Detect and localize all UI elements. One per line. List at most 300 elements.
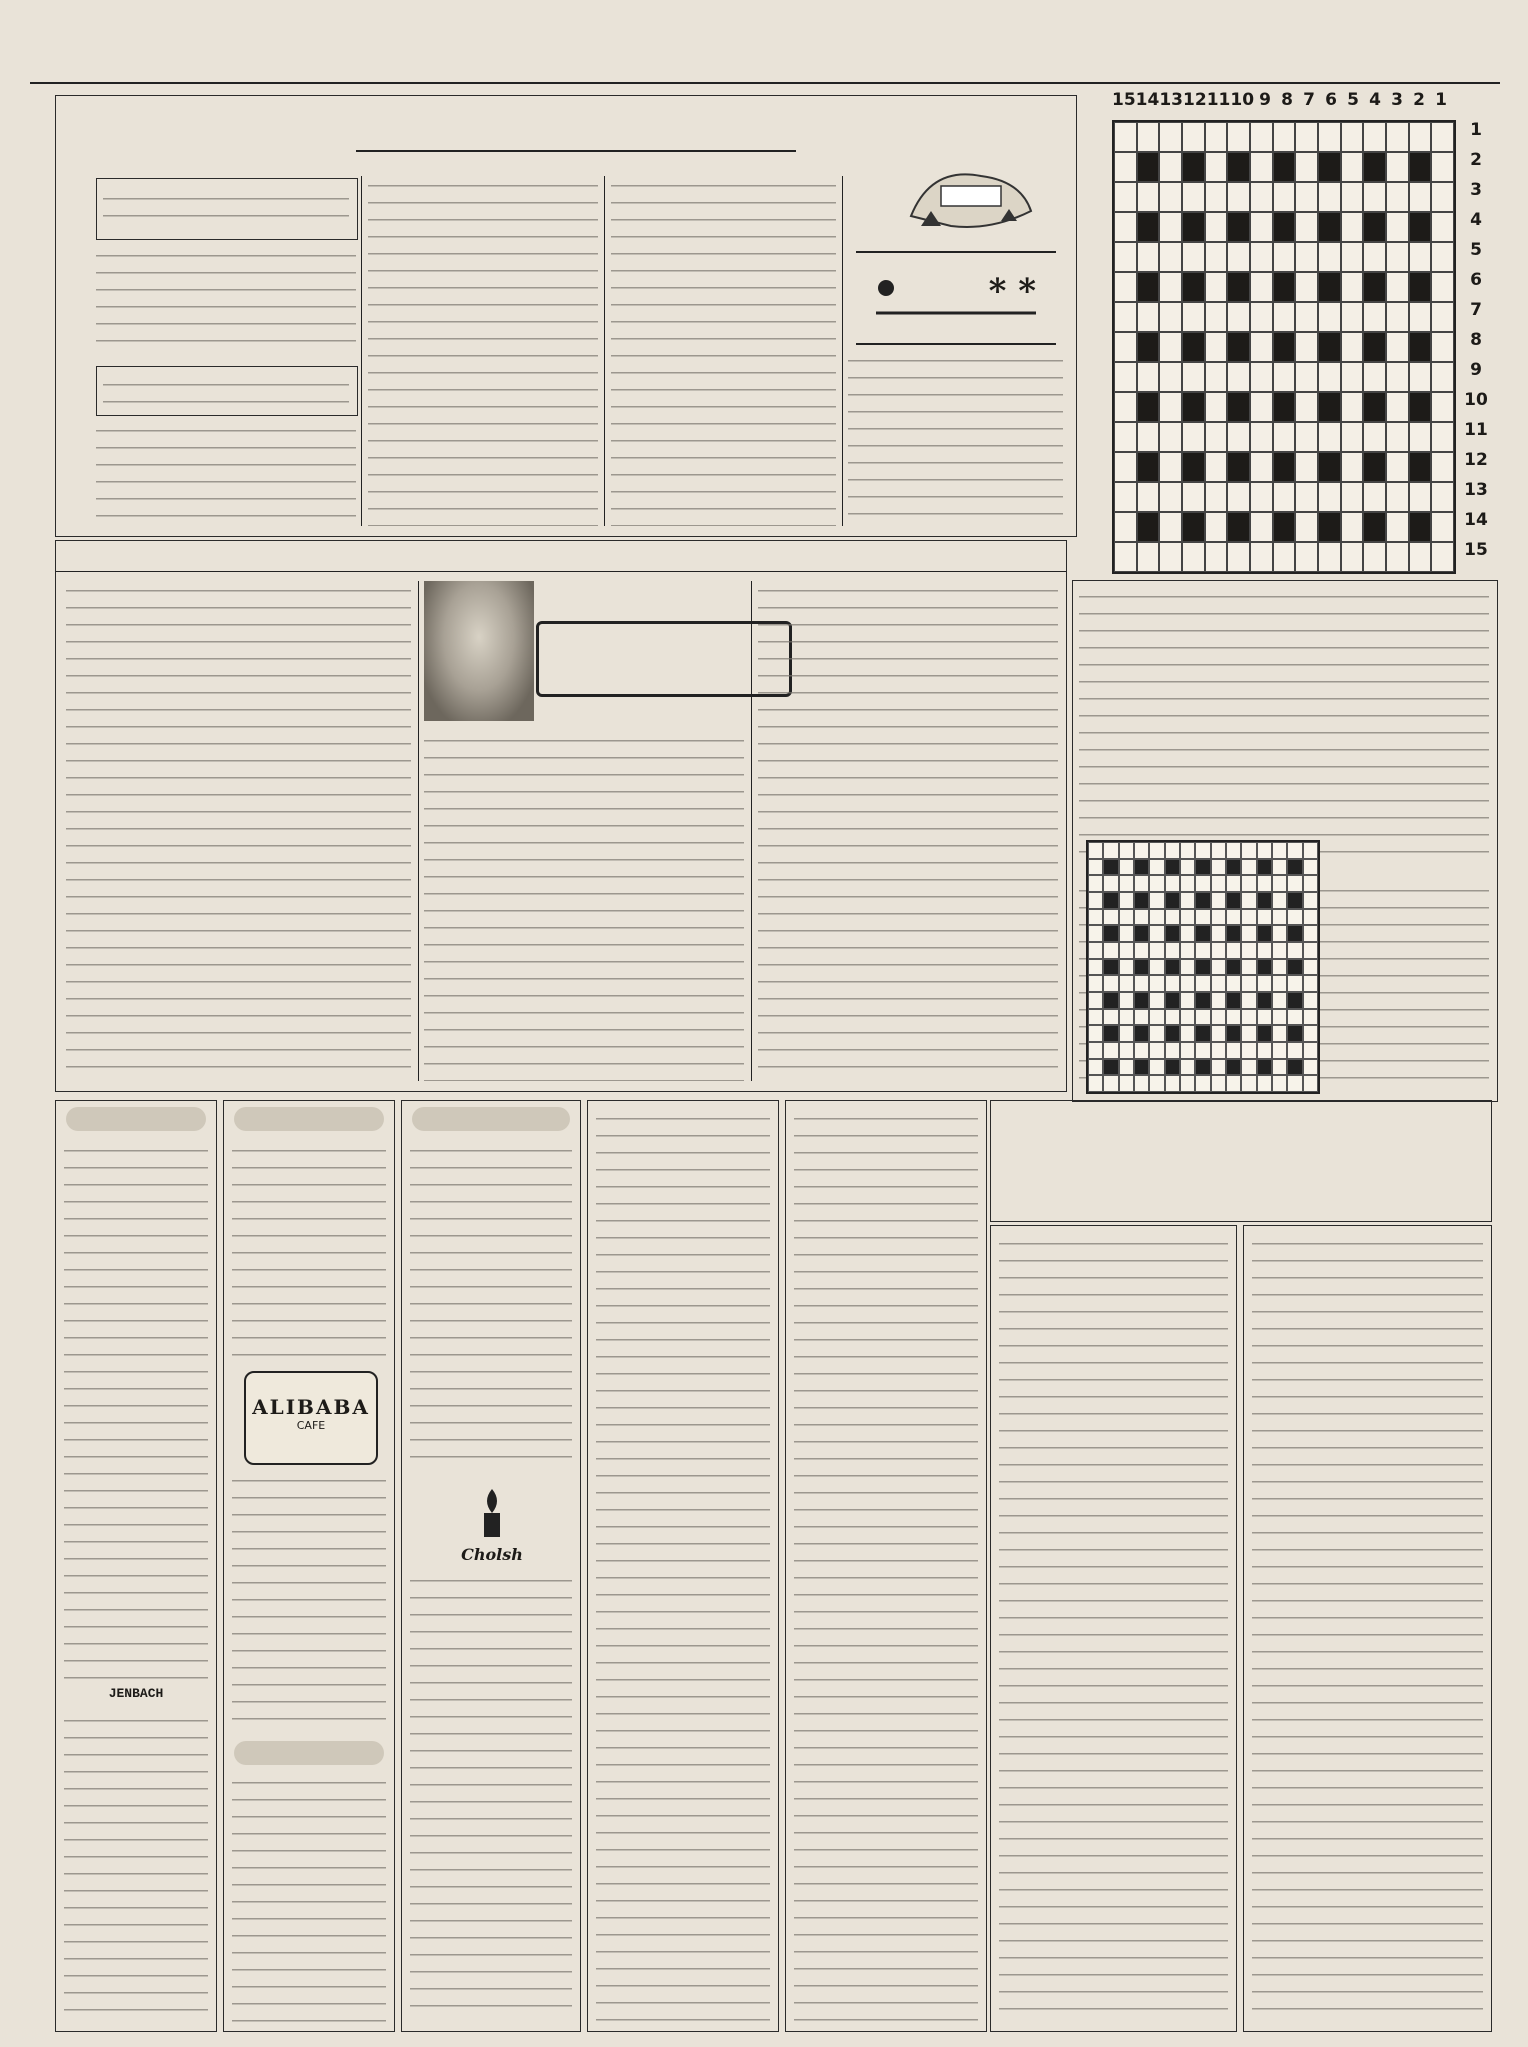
crossword-cell (1205, 122, 1228, 152)
solution-cell (1211, 925, 1226, 942)
solution-cell (1134, 859, 1149, 876)
logo-text: ALIBABA (252, 1395, 370, 1419)
row-number: 9 (1470, 360, 1482, 380)
row-number: 5 (1470, 240, 1482, 260)
crossword-cell (1205, 332, 1228, 362)
solution-cell (1103, 992, 1118, 1009)
ad-column (55, 1100, 217, 2032)
solution-cell (1257, 1042, 1272, 1059)
crossword-cell (1341, 452, 1364, 482)
crossword-cell (1205, 392, 1228, 422)
solution-cell (1103, 892, 1118, 909)
solution-cell (1165, 925, 1180, 942)
crossword-cell (1273, 182, 1296, 212)
solution-cell (1272, 992, 1287, 1009)
crossword-cell (1227, 542, 1250, 572)
crossword-cell (1295, 482, 1318, 512)
solution-cell (1165, 959, 1180, 976)
crossword-cell (1182, 482, 1205, 512)
solution-cell (1241, 859, 1256, 876)
crossword-cell (1318, 392, 1341, 422)
solution-cell (1287, 875, 1302, 892)
feature-title-block (536, 621, 792, 697)
column-divider (842, 176, 843, 526)
col-number: 13 (1159, 90, 1184, 110)
solution-cell (1134, 909, 1149, 926)
crossword-cell (1386, 422, 1409, 452)
col-number: 8 (1281, 90, 1293, 110)
solution-cell (1195, 959, 1210, 976)
crossword-cell (1409, 272, 1432, 302)
crossword-cell (1182, 392, 1205, 422)
solution-cell (1180, 1025, 1195, 1042)
solution-cell (1134, 875, 1149, 892)
solution-cell (1088, 1059, 1103, 1076)
row-number: 4 (1470, 210, 1482, 230)
crossword-cell (1431, 182, 1454, 212)
scroll-illustration-icon (891, 156, 1041, 246)
classified-banner (990, 1100, 1492, 1222)
feature-column (66, 581, 411, 1081)
crossword-cell (1295, 452, 1318, 482)
crossword-cell (1114, 452, 1137, 482)
crossword-cell (1159, 362, 1182, 392)
crossword-cell (1409, 212, 1432, 242)
solution-cell (1103, 1059, 1118, 1076)
crossword-cell (1318, 422, 1341, 452)
solution-cell (1103, 842, 1118, 859)
crossword-cell (1159, 242, 1182, 272)
crossword-cell (1363, 512, 1386, 542)
solution-cell (1165, 909, 1180, 926)
col-number: 9 (1259, 90, 1271, 110)
solution-cell (1134, 1042, 1149, 1059)
headline-rule (356, 150, 796, 152)
crossword-cell (1182, 452, 1205, 482)
crossword-cell (1341, 212, 1364, 242)
crossword-cell (1137, 122, 1160, 152)
solution-cell (1180, 1059, 1195, 1076)
crossword-cell (1137, 422, 1160, 452)
solution-cell (1211, 959, 1226, 976)
solution-cell (1088, 975, 1103, 992)
solution-cell (1257, 1025, 1272, 1042)
solution-cell (1303, 992, 1318, 1009)
crossword-cell (1205, 452, 1228, 482)
solution-cell (1272, 892, 1287, 909)
crossword-cell (1114, 272, 1137, 302)
crossword-cell (1250, 332, 1273, 362)
crossword-cell (1227, 452, 1250, 482)
crossword-cell (1159, 482, 1182, 512)
crossword-cell (1114, 482, 1137, 512)
solution-cell (1211, 892, 1226, 909)
col-number: 2 (1413, 90, 1425, 110)
crossword-cell (1295, 212, 1318, 242)
crossword-cell (1386, 392, 1409, 422)
solution-cell (1272, 875, 1287, 892)
crossword-cell (1431, 422, 1454, 452)
crossword-cell (1341, 302, 1364, 332)
cholsh-logo (442, 1481, 542, 1564)
illustration (891, 156, 1041, 246)
crossword-cell (1409, 182, 1432, 212)
crossword-cell (1273, 512, 1296, 542)
crossword-cell (1363, 182, 1386, 212)
crossword-cell (1341, 122, 1364, 152)
solution-cell (1195, 1009, 1210, 1026)
solution-cell (1119, 875, 1134, 892)
solution-cell (1088, 992, 1103, 1009)
solution-cell (1241, 1009, 1256, 1026)
solution-cell (1180, 942, 1195, 959)
crossword-cell (1250, 272, 1273, 302)
box-text (103, 189, 349, 229)
solution-cell (1226, 925, 1241, 942)
sidebar-box-1 (96, 178, 358, 240)
crossword-cell (1295, 182, 1318, 212)
crossword-cell (1159, 512, 1182, 542)
crossword-cell (1295, 152, 1318, 182)
crossword-cell (1386, 452, 1409, 482)
solution-cell (1257, 959, 1272, 976)
crossword-cell (1114, 302, 1137, 332)
crossword-cell (1182, 152, 1205, 182)
solution-cell (1119, 942, 1134, 959)
solution-cell (1195, 1025, 1210, 1042)
solution-cell (1088, 1042, 1103, 1059)
solution-cell (1272, 925, 1287, 942)
crossword-cell (1341, 182, 1364, 212)
solution-cell (1287, 1075, 1302, 1092)
crossword-cell (1250, 122, 1273, 152)
solution-cell (1287, 1042, 1302, 1059)
crossword-cell (1137, 332, 1160, 362)
crossword-cell (1250, 362, 1273, 392)
crossword-cell (1273, 392, 1296, 422)
row-number: 12 (1464, 450, 1488, 470)
solution-cell (1165, 1025, 1180, 1042)
solution-cell (1272, 975, 1287, 992)
solution-cell (1241, 1025, 1256, 1042)
crossword-cell (1250, 242, 1273, 272)
crossword-cell (1295, 302, 1318, 332)
solution-cell (1241, 1075, 1256, 1092)
crossword-cell (1137, 152, 1160, 182)
solution-cell (1226, 875, 1241, 892)
solution-cell (1119, 959, 1134, 976)
ad-text (410, 1571, 572, 2021)
feature-column (611, 176, 836, 526)
ad-column-badge (234, 1107, 384, 1131)
solution-cell (1119, 1042, 1134, 1059)
solution-cell (1287, 942, 1302, 959)
column-divider (604, 176, 605, 526)
solution-cell (1211, 1009, 1226, 1026)
solution-cell (1303, 925, 1318, 942)
crossword-cell (1227, 152, 1250, 182)
solution-cell (1134, 975, 1149, 992)
crossword-cell (1341, 542, 1364, 572)
crossword-cell (1114, 422, 1137, 452)
row-number: 11 (1464, 420, 1488, 440)
ad-text (410, 1141, 572, 1471)
solution-cell (1149, 909, 1164, 926)
solution-cell (1103, 1075, 1118, 1092)
crossword-cell (1386, 152, 1409, 182)
solution-cell (1180, 875, 1195, 892)
solution-cell (1195, 1075, 1210, 1092)
solution-cell (1241, 992, 1256, 1009)
solution-cell (1241, 925, 1256, 942)
solution-cell (1149, 859, 1164, 876)
previous-crossword-solution (1086, 840, 1320, 1094)
solution-cell (1287, 975, 1302, 992)
crossword-cell (1318, 362, 1341, 392)
crossword-cell (1341, 362, 1364, 392)
solution-cell (1149, 942, 1164, 959)
solution-cell (1257, 992, 1272, 1009)
crossword-cell (1273, 422, 1296, 452)
solution-cell (1211, 1042, 1226, 1059)
solution-cell (1088, 925, 1103, 942)
solution-cell (1134, 1075, 1149, 1092)
crossword-cell (1159, 182, 1182, 212)
crossword-cell (1386, 242, 1409, 272)
crossword-cell (1318, 242, 1341, 272)
crossword-cell (1205, 512, 1228, 542)
crossword-cell (1205, 302, 1228, 332)
solution-cell (1272, 1042, 1287, 1059)
crossword-cell (1114, 362, 1137, 392)
crossword-cell (1205, 482, 1228, 512)
crossword-cell (1159, 212, 1182, 242)
solution-cell (1180, 992, 1195, 1009)
solution-cell (1211, 842, 1226, 859)
ad-column (990, 1225, 1237, 2032)
crossword-cell (1318, 482, 1341, 512)
solution-cell (1103, 875, 1118, 892)
crossword-cell (1386, 542, 1409, 572)
solution-cell (1211, 875, 1226, 892)
solution-cell (1103, 1025, 1118, 1042)
ad-column (223, 1100, 395, 2032)
solution-cell (1272, 1009, 1287, 1026)
solution-cell (1088, 1075, 1103, 1092)
crossword-cell (1409, 122, 1432, 152)
crossword-cell (1114, 542, 1137, 572)
crossword-cell (1341, 392, 1364, 422)
crossword-grid (1112, 120, 1456, 574)
solution-cell (1165, 992, 1180, 1009)
col-number: 11 (1206, 90, 1231, 110)
feature-column (424, 731, 744, 1081)
crossword-cell (1137, 452, 1160, 482)
row-number: 14 (1464, 510, 1488, 530)
solution-cell (1180, 842, 1195, 859)
crossword-cell (1386, 272, 1409, 302)
solution-cell (1119, 1009, 1134, 1026)
crossword-cell (1159, 542, 1182, 572)
column-divider (361, 176, 362, 526)
solution-cell (1226, 909, 1241, 926)
row-number: 8 (1470, 330, 1482, 350)
portrait-photo (424, 581, 534, 721)
crossword-cell (1227, 302, 1250, 332)
crossword-cell (1205, 212, 1228, 242)
crossword-cell (1250, 482, 1273, 512)
solution-cell (1287, 959, 1302, 976)
ad-column (587, 1100, 779, 2032)
crossword-cell (1363, 482, 1386, 512)
crossword-cell (1409, 452, 1432, 482)
solution-cell (1226, 1042, 1241, 1059)
crossword-cell (1431, 392, 1454, 422)
ad-column-badge (412, 1107, 570, 1131)
crossword-cell (1137, 302, 1160, 332)
column-divider (751, 581, 752, 1081)
crossword-cell (1363, 272, 1386, 302)
solution-cell (1195, 1059, 1210, 1076)
solution-cell (1195, 875, 1210, 892)
solution-cell (1103, 859, 1118, 876)
solution-cell (1088, 875, 1103, 892)
crossword-cell (1137, 242, 1160, 272)
crossword-cell (1182, 122, 1205, 152)
solution-cell (1088, 942, 1103, 959)
solution-cell (1287, 1009, 1302, 1026)
solution-cell (1272, 942, 1287, 959)
solution-cell (1257, 892, 1272, 909)
crossword-cell (1318, 122, 1341, 152)
row-number: 7 (1470, 300, 1482, 320)
solution-cell (1103, 925, 1118, 942)
solution-cell (1241, 892, 1256, 909)
ad-brand-name: JENBACH (108, 1686, 164, 1701)
box-text (103, 375, 349, 407)
crossword-cell (1227, 332, 1250, 362)
crossword-cell (1114, 182, 1137, 212)
solution-cell (1287, 842, 1302, 859)
col-number: 15 (1112, 90, 1136, 110)
crossword-cell (1318, 302, 1341, 332)
crossword-cell (1227, 392, 1250, 422)
crossword-cell (1159, 392, 1182, 422)
crossword-cell (1159, 272, 1182, 302)
solution-cell (1149, 875, 1164, 892)
ad-text (64, 1141, 208, 1681)
column-divider (418, 581, 419, 1081)
solution-cell (1211, 1025, 1226, 1042)
solution-cell (1303, 892, 1318, 909)
solution-cell (1165, 859, 1180, 876)
crossword-cell (1182, 242, 1205, 272)
solution-cell (1241, 959, 1256, 976)
classified-ads-area (55, 1100, 985, 2030)
solution-cell (1287, 1025, 1302, 1042)
crossword-column-numbers (1112, 90, 1452, 120)
solution-cell (1180, 859, 1195, 876)
solution-cell (1180, 925, 1195, 942)
solution-cell (1165, 1009, 1180, 1026)
solution-cell (1287, 992, 1302, 1009)
crossword-cell (1137, 542, 1160, 572)
crossword-cell (1114, 242, 1137, 272)
crossword-cell (1295, 272, 1318, 302)
solution-cell (1211, 975, 1226, 992)
solution-cell (1103, 942, 1118, 959)
solution-cell (1303, 859, 1318, 876)
ad-text (232, 1773, 386, 2023)
crossword-cell (1227, 182, 1250, 212)
solution-cell (1180, 975, 1195, 992)
crossword-cell (1363, 362, 1386, 392)
col-number: 10 (1230, 90, 1255, 110)
crossword-cell (1137, 512, 1160, 542)
crossword-cell (1137, 272, 1160, 302)
ad-text (596, 1109, 770, 2023)
solution-cell (1303, 975, 1318, 992)
crossword-cell (1273, 332, 1296, 362)
solution-cell (1303, 875, 1318, 892)
solution-cell (1211, 992, 1226, 1009)
ad-text (794, 1109, 978, 2023)
crossword-cell (1182, 332, 1205, 362)
sidebar-box-2 (96, 366, 358, 416)
crossword-cell (1318, 542, 1341, 572)
solution-cell (1226, 1075, 1241, 1092)
crossword-cell (1205, 362, 1228, 392)
crossword-cell (1341, 422, 1364, 452)
crossword-cell (1318, 212, 1341, 242)
row-number: 6 (1470, 270, 1482, 290)
crossword-cell (1363, 332, 1386, 362)
solution-cell (1303, 1042, 1318, 1059)
col-number: 4 (1369, 90, 1381, 110)
crossword-cell (1182, 302, 1205, 332)
solution-cell (1149, 842, 1164, 859)
solution-cell (1103, 975, 1118, 992)
solution-cell (1211, 1059, 1226, 1076)
solution-cell (1257, 1059, 1272, 1076)
solution-cell (1088, 1009, 1103, 1026)
solution-cell (1257, 859, 1272, 876)
solution-cell (1226, 1059, 1241, 1076)
crossword-cell (1114, 122, 1137, 152)
logo-subtext: CAFE (296, 1419, 326, 1432)
crossword-cell (1409, 302, 1432, 332)
crossword-cell (1159, 452, 1182, 482)
row-number: 10 (1464, 390, 1488, 410)
row-number: 3 (1470, 180, 1482, 200)
solution-cell (1195, 842, 1210, 859)
solution-cell (1303, 942, 1318, 959)
solution-cell (1088, 892, 1103, 909)
crossword-cell (1227, 242, 1250, 272)
crossword-cell (1295, 422, 1318, 452)
crossword-cell (1386, 182, 1409, 212)
solution-cell (1287, 1059, 1302, 1076)
solution-cell (1134, 1009, 1149, 1026)
solution-cell (1149, 892, 1164, 909)
crossword-cell (1295, 512, 1318, 542)
crossword-cell (1295, 392, 1318, 422)
ad-text (999, 1234, 1228, 2023)
row-number: 13 (1464, 480, 1488, 500)
solution-cell (1226, 892, 1241, 909)
crossword-cell (1363, 152, 1386, 182)
crossword-cell (1363, 242, 1386, 272)
